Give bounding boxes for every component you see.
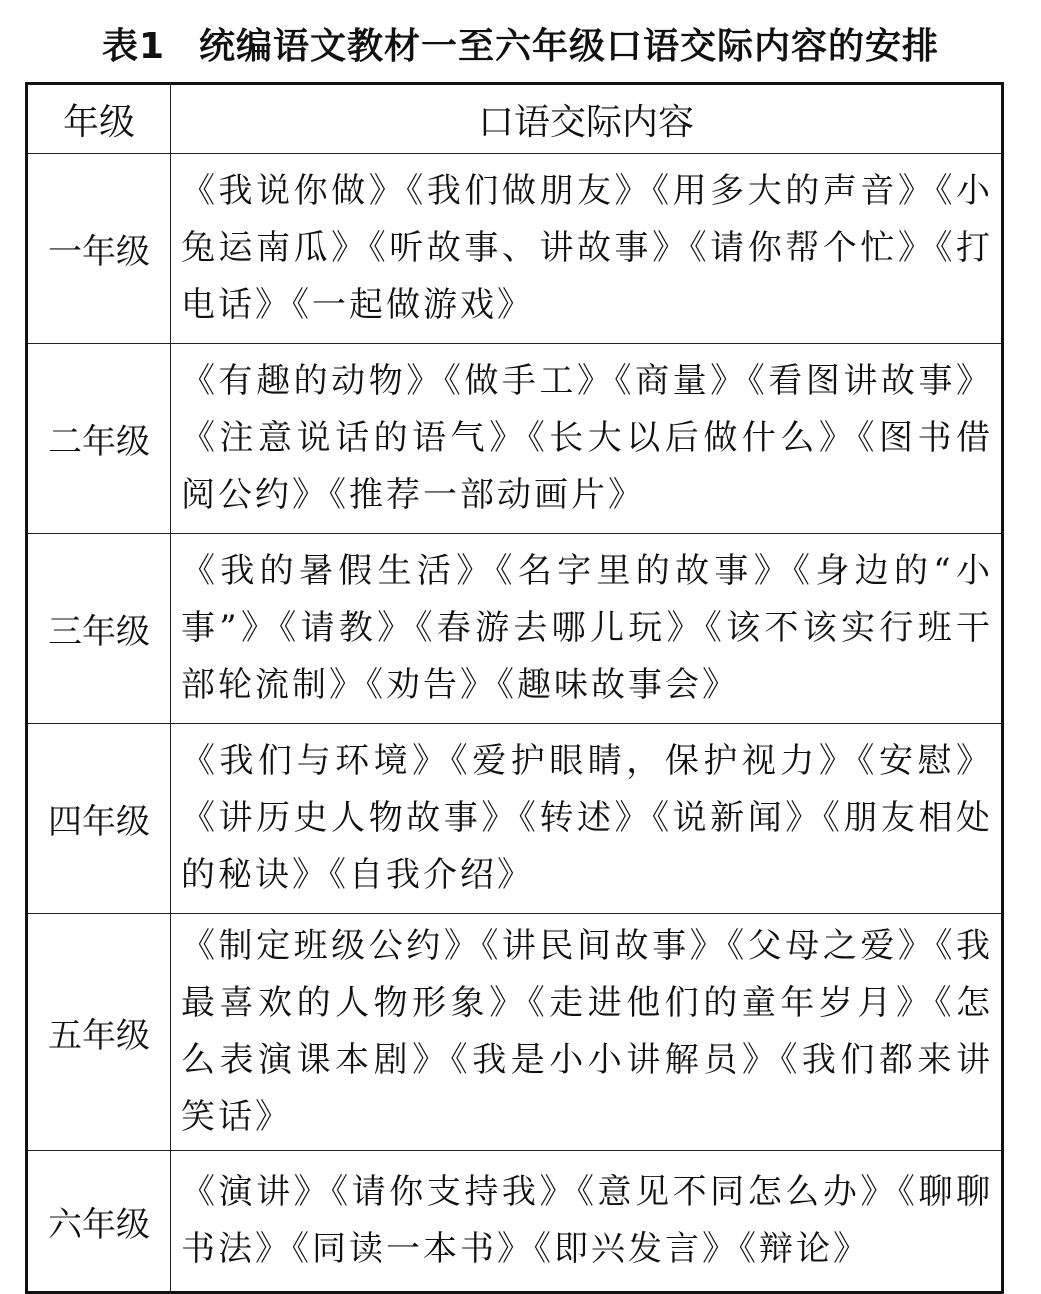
- grade-cell: 四年级: [27, 724, 171, 914]
- header-content: 口语交际内容: [171, 84, 1003, 154]
- table-row: [27, 154, 1003, 344]
- table-row: [27, 534, 1003, 724]
- grade-cell: 五年级: [27, 914, 171, 1151]
- header-grade: 年级: [27, 84, 171, 154]
- table-title: 统编语文教材一至六年级口语交际内容的安排: [199, 26, 940, 67]
- table-number: 表1: [101, 26, 166, 67]
- content-cell: 《我们与环境》《爱护眼睛，保护视力》《安慰》《讲历史人物故事》《转述》《说新闻》《朋友相处的秘诀》《自我介绍》: [171, 724, 1003, 914]
- grade-cell: 二年级: [27, 344, 171, 534]
- content-cell: 《制定班级公约》《讲民间故事》《父母之爱》《我最喜欢的人物形象》《走进他们的童年岁月》《怎么表演课本剧》《我是小小讲解员》《我们都来讲笑话》: [171, 914, 1003, 1151]
- table-row: [27, 914, 1003, 1151]
- table-row: [27, 344, 1003, 534]
- table-row: [27, 1151, 1003, 1293]
- curriculum-table: [25, 82, 1004, 1294]
- content-cell: 《我说你做》《我们做朋友》《用多大的声音》《小兔运南瓜》《听故事、讲故事》《请你帮个忙》《打电话》《一起做游戏》: [171, 154, 1003, 344]
- table-row: [27, 724, 1003, 914]
- grade-cell: 一年级: [27, 154, 171, 344]
- grade-cell: 六年级: [27, 1151, 171, 1293]
- content-cell: 《有趣的动物》《做手工》《商量》《看图讲故事》《注意说话的语气》《长大以后做什么》《图书借阅公约》《推荐一部动画片》: [171, 344, 1003, 534]
- grade-cell: 三年级: [27, 534, 171, 724]
- content-cell: 《演讲》《请你支持我》《意见不同怎么办》《聊聊书法》《同读一本书》《即兴发言》《辩论》: [171, 1151, 1003, 1293]
- table-caption: [0, 18, 1041, 69]
- table-header-row: [27, 84, 1003, 154]
- content-cell: 《我的暑假生活》《名字里的故事》《身边的“小事”》《请教》《春游去哪儿玩》《该不该实行班干部轮流制》《劝告》《趣味故事会》: [171, 534, 1003, 724]
